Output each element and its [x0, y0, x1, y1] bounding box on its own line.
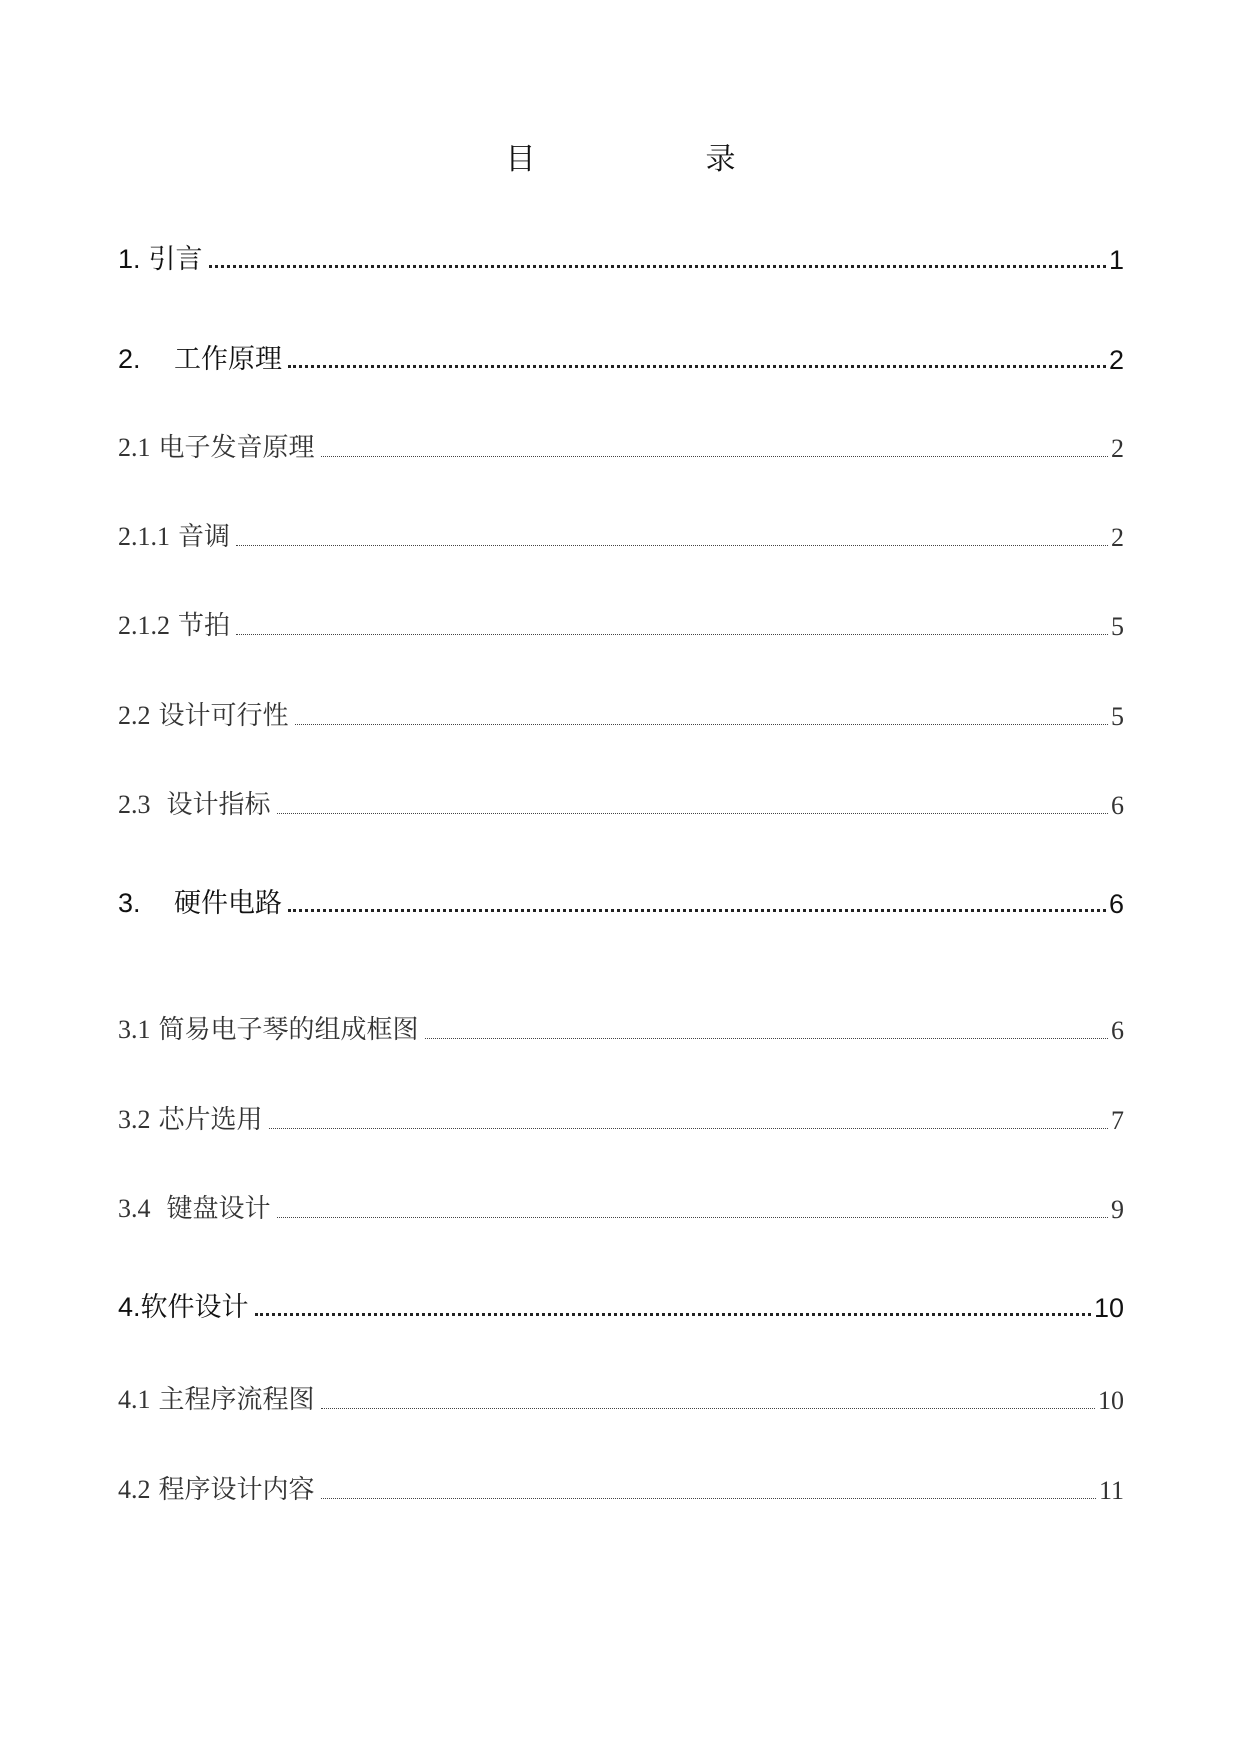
toc-entry-text: 音调: [178, 522, 231, 551]
toc-entry-number: 3.1: [118, 1015, 151, 1044]
toc-entry-text: 芯片选用: [158, 1105, 263, 1134]
toc-entry-page: 2: [1111, 523, 1124, 552]
toc-entry[interactable]: [118, 424, 1124, 464]
toc-entry-number: 2.: [118, 344, 141, 374]
toc-entry-text: 软件设计: [140, 1292, 249, 1322]
toc-entry-page: 6: [1111, 1016, 1124, 1045]
toc-entry-page: 2: [1108, 345, 1124, 375]
toc-entry[interactable]: [118, 880, 1124, 920]
toc-entry[interactable]: [118, 602, 1124, 642]
toc-entry[interactable]: [118, 692, 1124, 732]
toc-entry-page: 10: [1093, 1293, 1124, 1323]
dot-leader: [209, 265, 1106, 268]
toc-entry[interactable]: [118, 1284, 1124, 1324]
toc-entry-number: 4.2: [118, 1475, 151, 1504]
toc-entry[interactable]: [118, 513, 1124, 553]
toc-entry-page: 6: [1111, 791, 1124, 820]
dot-leader: [425, 1038, 1108, 1039]
toc-entry[interactable]: [118, 1096, 1124, 1136]
dot-leader: [269, 1128, 1108, 1129]
toc-entry-text: 工作原理: [174, 344, 282, 374]
dot-leader: [288, 909, 1106, 912]
toc-entry-text: 主程序流程图: [158, 1385, 315, 1414]
toc-entry-text: 简易电子琴的组成框图: [158, 1015, 419, 1044]
toc-entry[interactable]: [118, 1185, 1124, 1225]
toc-entry-text: 节拍: [178, 611, 231, 640]
toc-entry-page: 9: [1111, 1195, 1124, 1224]
toc-entry[interactable]: [118, 781, 1124, 821]
toc-entry-number: 2.1: [118, 433, 151, 462]
toc-entry-number: 2.1.2: [118, 611, 170, 640]
toc-entry-page: 11: [1098, 1476, 1124, 1505]
toc-entry-page: 6: [1108, 889, 1124, 919]
toc-entry-number: 3.4: [118, 1194, 151, 1223]
toc-title-right: 录: [705, 142, 736, 177]
dot-leader: [295, 724, 1108, 725]
toc-entry-page: 2: [1111, 434, 1124, 463]
dot-leader: [321, 1408, 1095, 1409]
toc-entry-text: 引言: [148, 244, 203, 274]
toc-title: [0, 140, 1241, 180]
dot-leader: [277, 1217, 1108, 1218]
toc-entry[interactable]: [118, 1006, 1124, 1046]
toc-entry-page: 10: [1098, 1386, 1124, 1415]
dot-leader: [321, 1498, 1096, 1499]
toc-entry-page: 5: [1111, 612, 1124, 641]
toc-entry-number: 2.3: [118, 790, 151, 819]
toc-entry-number: 3.: [118, 888, 141, 918]
toc-entry-page: 5: [1111, 702, 1124, 731]
toc-entry-number: 4.: [118, 1292, 141, 1322]
dot-leader: [255, 1313, 1091, 1316]
toc-entry-text: 硬件电路: [174, 888, 282, 918]
toc-entry-number: 3.2: [118, 1105, 151, 1134]
dot-leader: [277, 813, 1108, 814]
toc-entry-text: 电子发音原理: [158, 433, 315, 462]
toc-entry[interactable]: [118, 1376, 1124, 1416]
toc-entry-text: 设计指标: [166, 790, 271, 819]
toc-entry[interactable]: [118, 336, 1124, 376]
toc-entry-page: 1: [1108, 245, 1124, 275]
toc-title-left: 目: [505, 142, 536, 177]
toc-entry[interactable]: [118, 1466, 1124, 1506]
toc-entry-number: 4.1: [118, 1385, 151, 1414]
toc-entry[interactable]: [118, 236, 1124, 276]
toc-entry-text: 程序设计内容: [158, 1475, 315, 1504]
toc-entry-number: 1.: [118, 244, 141, 274]
toc-entry-text: 键盘设计: [166, 1194, 271, 1223]
toc-entry-page: 7: [1111, 1106, 1124, 1135]
dot-leader: [321, 456, 1108, 457]
toc-entry-number: 2.1.1: [118, 522, 170, 551]
dot-leader: [288, 365, 1106, 368]
toc-entry-number: 2.2: [118, 701, 151, 730]
dot-leader: [236, 545, 1108, 546]
dot-leader: [236, 634, 1108, 635]
toc-entry-text: 设计可行性: [158, 701, 289, 730]
